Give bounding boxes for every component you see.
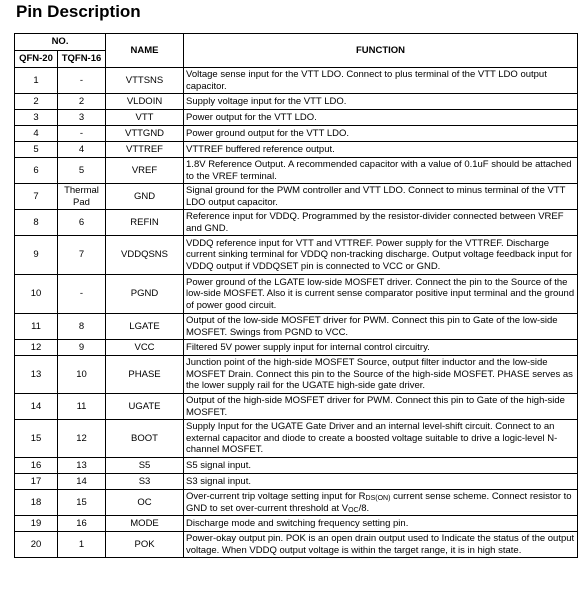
pin-function: Junction point of the high-side MOSFET Source, output filter inductor and the low-side MOSFET Drain. Connect this pin to the Source of the high-side MOSFET. PHASE serves as the lower supply rail for the UGATE high-side gate driver. [184, 356, 578, 394]
table-row [15, 532, 578, 558]
header-name: NAME [106, 34, 184, 68]
subscript-text: DS(ON) [365, 495, 391, 502]
pin-name: VTT [106, 110, 184, 126]
pin-function: Power ground of the LGATE low-side MOSFET driver. Connect the pin to the Source of the low-side MOSFET. Also it is current sense comparator positive input terminal and the ground of power good circuit. [184, 275, 578, 314]
pin-name: MODE [106, 516, 184, 532]
pin-name: REFIN [106, 210, 184, 236]
pin-tqfn16: 14 [58, 474, 106, 490]
table-row [15, 184, 578, 210]
pin-tqfn16: 9 [58, 340, 106, 356]
pin-name: VREF [106, 158, 184, 184]
pin-name: PGND [106, 275, 184, 314]
table-row [15, 516, 578, 532]
pin-qfn20: 11 [15, 314, 58, 340]
pin-name: PHASE [106, 356, 184, 394]
header-tqfn16: TQFN-16 [58, 51, 106, 68]
pin-tqfn16: Thermal Pad [58, 184, 106, 210]
pin-function: 1.8V Reference Output. A recommended capacitor with a value of 0.1uF should be attached to the VREF terminal. [184, 158, 578, 184]
pin-tqfn16: 6 [58, 210, 106, 236]
table-row [15, 474, 578, 490]
pin-function: Voltage sense input for the VTT LDO. Connect to plus terminal of the VTT LDO output capacitor. [184, 68, 578, 94]
pin-function: S5 signal input. [184, 458, 578, 474]
pin-qfn20: 10 [15, 275, 58, 314]
pin-qfn20: 13 [15, 356, 58, 394]
pin-tqfn16: 7 [58, 236, 106, 275]
pin-tqfn16: 5 [58, 158, 106, 184]
pin-function: VDDQ reference input for VTT and VTTREF. Power supply for the VTTREF. Discharge current sinking terminal for VDDQ non-tracking discharge. Output voltage feedback input for VDDQ output if VDDQSET pin is connected to VCC or GND. [184, 236, 578, 275]
pin-qfn20: 6 [15, 158, 58, 184]
pin-name: VTTSNS [106, 68, 184, 94]
table-row [15, 420, 578, 458]
pin-function: Supply Input for the UGATE Gate Driver and an internal level-shift circuit. Connect to an external capacitor and diode to create a boosted voltage suitable to drive a logic-level N-channel MOSFET. [184, 420, 578, 458]
pin-tqfn16: - [58, 68, 106, 94]
table-row [15, 340, 578, 356]
pin-function: S3 signal input. [184, 474, 578, 490]
pin-function: Filtered 5V power supply input for internal control circuitry. [184, 340, 578, 356]
table-row [15, 126, 578, 142]
pin-tqfn16: 12 [58, 420, 106, 458]
pin-function: VTTREF buffered reference output. [184, 142, 578, 158]
function-text: Over-current trip voltage setting input for R [186, 491, 366, 502]
pin-function: Power-okay output pin. POK is an open drain output used to Indicate the status of the output voltage. When VDDQ output voltage is within the target range, it is in high state. [184, 532, 578, 558]
pin-tqfn16: 3 [58, 110, 106, 126]
pin-qfn20: 5 [15, 142, 58, 158]
table-row [15, 356, 578, 394]
pin-function: Reference input for VDDQ. Programmed by the resistor-divider connected between VREF and GND. [184, 210, 578, 236]
pin-qfn20: 15 [15, 420, 58, 458]
page-title: Pin Description [16, 2, 141, 21]
pin-qfn20: 16 [15, 458, 58, 474]
table-row [15, 394, 578, 420]
pin-description-table [14, 33, 578, 558]
function-text: current sense scheme. Connect resistor to GND to set over-current threshold at V [186, 491, 572, 514]
pin-tqfn16: 1 [58, 532, 106, 558]
pin-tqfn16: 4 [58, 142, 106, 158]
pin-name: GND [106, 184, 184, 210]
table-row [15, 314, 578, 340]
header-qfn20: QFN-20 [15, 51, 58, 68]
pin-function: Discharge mode and switching frequency setting pin. [184, 516, 578, 532]
pin-name: VDDQSNS [106, 236, 184, 275]
pin-qfn20: 1 [15, 68, 58, 94]
table-row [15, 275, 578, 314]
pin-qfn20: 14 [15, 394, 58, 420]
table-row [15, 210, 578, 236]
pin-qfn20: 9 [15, 236, 58, 275]
pin-function: Output of the low-side MOSFET driver for PWM. Connect this pin to Gate of the low-side MOSFET. Swings from PGND to VCC. [184, 314, 578, 340]
table-row [15, 110, 578, 126]
pin-tqfn16: 15 [58, 490, 106, 516]
pin-qfn20: 2 [15, 94, 58, 110]
pin-name: BOOT [106, 420, 184, 458]
header-function: FUNCTION [184, 34, 578, 68]
pin-name: VLDOIN [106, 94, 184, 110]
table-row [15, 236, 578, 275]
pin-tqfn16: - [58, 126, 106, 142]
pin-function: Output of the high-side MOSFET driver for PWM. Connect this pin to Gate of the high-side MOSFET. [184, 394, 578, 420]
pin-qfn20: 4 [15, 126, 58, 142]
pin-qfn20: 17 [15, 474, 58, 490]
pin-name: POK [106, 532, 184, 558]
pin-tqfn16: 11 [58, 394, 106, 420]
pin-name: VTTGND [106, 126, 184, 142]
pin-tqfn16: 2 [58, 94, 106, 110]
pin-qfn20: 7 [15, 184, 58, 210]
pin-name: S3 [106, 474, 184, 490]
pin-name: VCC [106, 340, 184, 356]
pin-qfn20: 8 [15, 210, 58, 236]
pin-tqfn16: - [58, 275, 106, 314]
pin-function: Power ground output for the VTT LDO. [184, 126, 578, 142]
table-row [15, 158, 578, 184]
pin-qfn20: 18 [15, 490, 58, 516]
table-row [15, 68, 578, 94]
pin-name: VTTREF [106, 142, 184, 158]
pin-function: Power output for the VTT LDO. [184, 110, 578, 126]
subscript-text: OC [348, 506, 359, 514]
pin-name: S5 [106, 458, 184, 474]
pin-name: UGATE [106, 394, 184, 420]
pin-name: OC [106, 490, 184, 516]
pin-tqfn16: 16 [58, 516, 106, 532]
pin-qfn20: 19 [15, 516, 58, 532]
pin-qfn20: 3 [15, 110, 58, 126]
pin-function: Signal ground for the PWM controller and VTT LDO. Connect to minus terminal of the VTT LDO output capacitor. [184, 184, 578, 210]
pin-function [184, 490, 578, 516]
table-row [15, 142, 578, 158]
table-row [15, 458, 578, 474]
header-no: NO. [15, 34, 106, 51]
table-row [15, 94, 578, 110]
pin-function: Supply voltage input for the VTT LDO. [184, 94, 578, 110]
pin-qfn20: 12 [15, 340, 58, 356]
pin-qfn20: 20 [15, 532, 58, 558]
table-body [15, 68, 578, 558]
pin-tqfn16: 10 [58, 356, 106, 394]
function-text: /8. [358, 502, 370, 514]
pin-name: LGATE [106, 314, 184, 340]
pin-tqfn16: 8 [58, 314, 106, 340]
pin-tqfn16: 13 [58, 458, 106, 474]
table-row [15, 490, 578, 516]
